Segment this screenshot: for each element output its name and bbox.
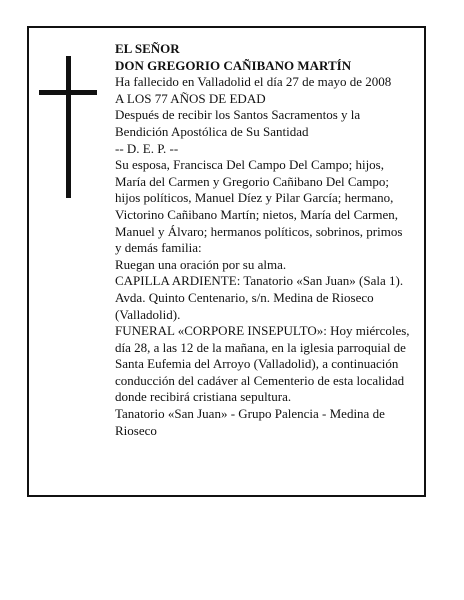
family-line: Manuel y Álvaro; hermanos políticos, sobrinos, primos (115, 223, 403, 239)
family-line: María del Carmen y Gregorio Cañibano Del Campo; (115, 173, 390, 189)
prayer-request-line: Ruegan una oración por su alma. (115, 256, 287, 272)
family-line: Victorino Cañibano Martín; nietos, María del Carmen, (115, 206, 398, 222)
notice-text (115, 41, 427, 439)
family-line: hijos políticos, Manuel Díez y Pilar García; hermano, (115, 190, 394, 206)
cross-vertical-bar (66, 56, 71, 198)
family-line: y demás familia: (115, 240, 202, 256)
deceased-name: DON GREGORIO CAÑIBANO MARTÍN (115, 57, 352, 73)
age-line: A LOS 77 AÑOS DE EDAD (115, 90, 266, 106)
cross-horizontal-bar (39, 90, 97, 95)
chapel-line: (Valladolid). (115, 306, 181, 322)
rip-line: -- D. E. P. -- (115, 140, 179, 156)
funeral-line: FUNERAL «CORPORE INSEPULTO»: Hoy miércoles, (115, 323, 410, 339)
sacraments-line: Bendición Apostólica de Su Santidad (115, 123, 309, 139)
funeral-line: Santa Eufemia del Arroyo (Valladolid), a continuación (115, 356, 399, 372)
funeral-line: conducción del cadáver al Cementerio de esta localidad (115, 372, 405, 388)
chapel-line: Avda. Quinto Centenario, s/n. Medina de Rioseco (115, 289, 374, 305)
family-line: Su esposa, Francisca Del Campo Del Campo; hijos, (115, 157, 384, 173)
chapel-line: CAPILLA ARDIENTE: Tanatorio «San Juan» (Sala 1). (115, 273, 404, 289)
notice-heading-title: EL SEÑOR (115, 41, 180, 56)
obituary-notice (27, 26, 426, 497)
funeral-line: donde recibirá cristiana sepultura. (115, 389, 292, 405)
sacraments-line: Después de recibir los Santos Sacramentos y la (115, 107, 361, 123)
funeral-home-line: Tanatorio «San Juan» - Grupo Palencia - Medina de (115, 406, 385, 422)
funeral-home-line: Rioseco (115, 422, 157, 438)
funeral-line: día 28, a las 12 de la mañana, en la iglesia parroquial de (115, 339, 406, 355)
cross-icon (39, 56, 97, 198)
death-date-line: Ha fallecido en Valladolid el día 27 de mayo de 2008 (115, 74, 392, 90)
